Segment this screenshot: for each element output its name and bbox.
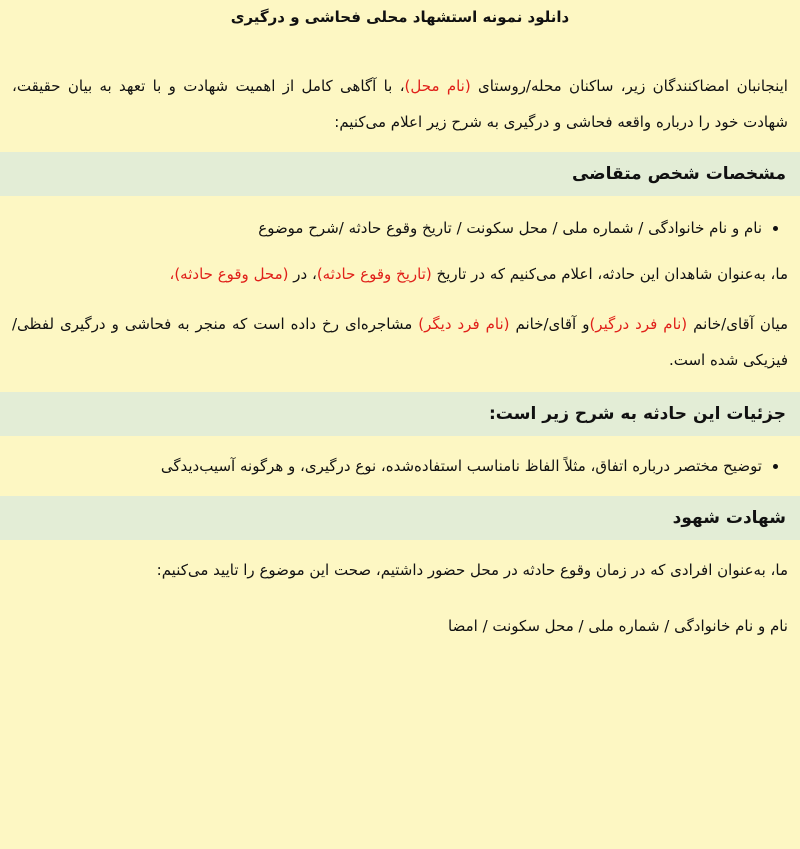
list-item: • نام و نام خانوادگی / شماره ملی / محل سکونت / تاریخ وقوع حادثه /شرح موضوع xyxy=(12,210,762,246)
section-heading-applicant: مشخصات شخص متقاضی xyxy=(0,152,800,196)
parties-text-3: مشاجره‌ای رخ داده است که منجر به فحاشی و درگیری لفظی/فیزیکی شده است. xyxy=(12,315,788,369)
witness-signature-fields: نام و نام خانوادگی / شماره ملی / محل سکونت / امضا xyxy=(448,617,788,635)
intro-paragraph xyxy=(0,68,800,140)
section-heading-witnesses: شهادت شهود xyxy=(0,496,800,540)
placeholder-place-name: (نام محل) xyxy=(404,77,471,95)
applicant-bullet-list xyxy=(0,210,800,246)
placeholder-person-involved: (نام فرد درگیر) xyxy=(589,315,688,333)
parties-paragraph xyxy=(0,306,800,378)
document-title: دانلود نمونه استشهاد محلی فحاشی و درگیری xyxy=(230,8,570,26)
placeholder-other-person: (نام فرد دیگر) xyxy=(418,315,510,333)
witness-text-1: ما، به‌عنوان شاهدان این حادثه، اعلام می‌کنیم که در تاریخ xyxy=(431,265,788,283)
parties-text-2: و آقای/خانم xyxy=(509,315,590,333)
parties-text-1: میان آقای/خانم xyxy=(687,315,789,333)
placeholder-incident-date: (تاریخ وقوع حادثه) xyxy=(316,265,432,283)
witness-text-3: ، xyxy=(169,265,175,283)
intro-text-2: ، با آگاهی کامل از اهمیت شهادت و با تعهد به بیان حقیقت، شهادت خود را درباره واقعه فحاشی و درگیری به شرح زیر اعلام می‌کنیم: xyxy=(12,77,788,131)
placeholder-incident-location: (محل وقوع حادثه) xyxy=(174,265,289,283)
intro-text-1: اینجانبان امضاکنندگان زیر، ساکنان محله/روستای xyxy=(470,77,788,95)
witness-paragraph xyxy=(0,256,800,292)
section-heading-details: جزئیات این حادثه به شرح زیر است: xyxy=(0,392,800,436)
details-bullet-list xyxy=(0,448,800,484)
witness-text-2: ، در xyxy=(288,265,317,283)
witness-statement-paragraph: ما، به‌عنوان افرادی که در زمان وقوع حادثه در محل حضور داشتیم، صحت این موضوع را تایید می‌کنیم: xyxy=(156,561,788,579)
list-item: • توضیح مختصر درباره اتفاق، مثلاً الفاظ نامناسب استفاده‌شده، نوع درگیری، و هرگونه آسیب‌دیدگی xyxy=(12,448,762,484)
